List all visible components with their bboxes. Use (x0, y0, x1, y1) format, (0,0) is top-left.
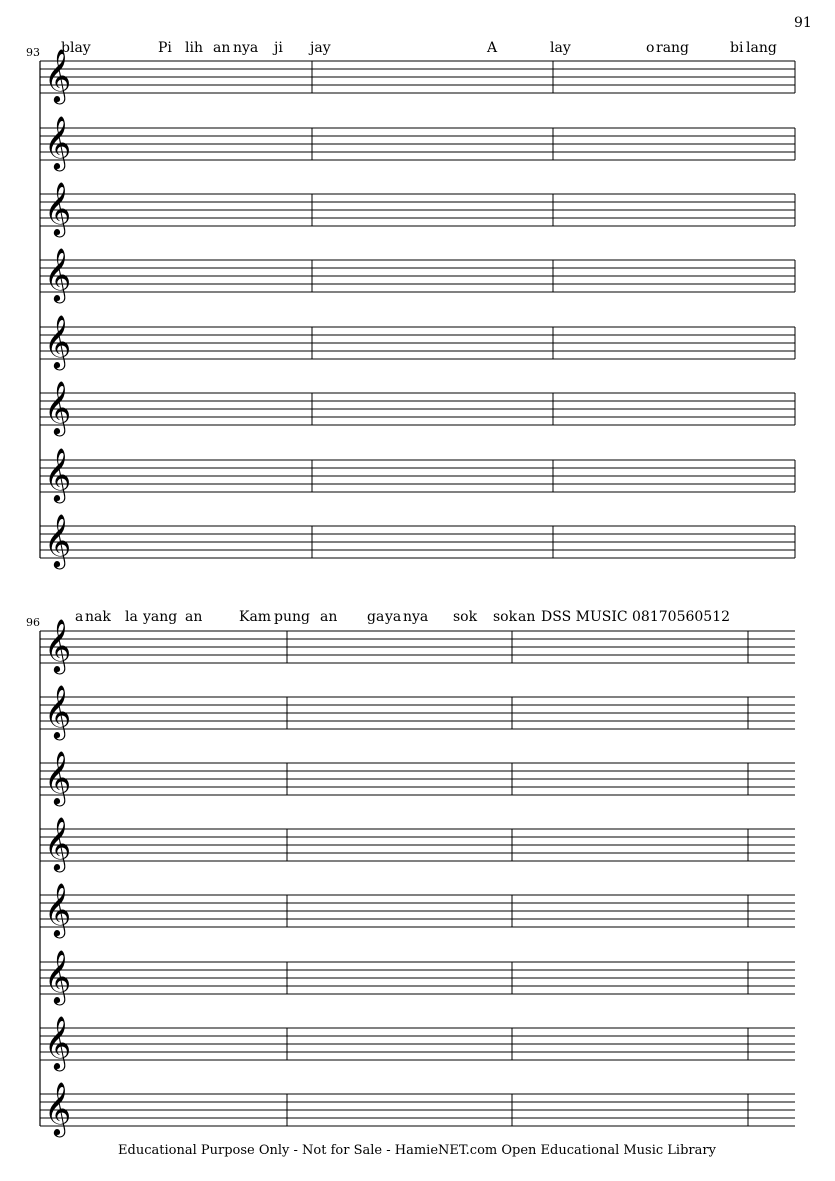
page-number: 91 (794, 15, 812, 31)
lyric-syllable: ga (367, 609, 385, 625)
lyric-syllable: ji (274, 40, 283, 56)
lyric-syllable: lih (185, 40, 203, 56)
measure-number: 96 (26, 616, 40, 629)
treble-clef-icon: 𝄞 (44, 882, 72, 936)
lyric-syllable: sok (453, 609, 478, 625)
lyric-syllable: a (75, 609, 84, 625)
treble-clef-icon: 𝄞 (44, 48, 72, 102)
score-system-2 (26, 609, 795, 1137)
lyric-syllable: lay (550, 40, 571, 56)
lyric-syllable: o (646, 40, 655, 56)
treble-clef-icon: 𝄞 (44, 447, 72, 501)
lyric-syllable: bi (730, 40, 744, 56)
treble-clef-icon: 𝄞 (44, 513, 72, 567)
treble-clef-icon: 𝄞 (44, 380, 72, 434)
treble-clef-icon: 𝄞 (44, 618, 72, 672)
treble-clef-icon: 𝄞 (44, 247, 72, 301)
lyric-syllable: jay (310, 40, 331, 56)
treble-clef-icon: 𝄞 (44, 314, 72, 368)
lyric-syllable: lang (746, 40, 777, 56)
treble-clef-icon: 𝄞 (44, 816, 72, 870)
lyric-syllable: sok (493, 609, 518, 625)
treble-clef-icon: 𝄞 (44, 115, 72, 169)
score-system-1 (26, 40, 795, 569)
lyric-syllable: Kam (239, 609, 272, 625)
footer-text: Educational Purpose Only - Not for Sale - HamieNET.com Open Educational Music Library (118, 1143, 716, 1158)
measure-number: 93 (26, 46, 40, 59)
lyric-syllable: la (125, 609, 138, 625)
lyric-syllable: nak (85, 609, 111, 625)
treble-clef-icon: 𝄞 (44, 1015, 72, 1069)
lyric-syllable: an (320, 609, 338, 625)
lyric-syllable: an (213, 40, 231, 56)
lyric-syllable: blay (61, 40, 91, 56)
lyric-syllable: yang (143, 609, 178, 625)
treble-clef-icon: 𝄞 (44, 949, 72, 1003)
treble-clef-icon: 𝄞 (44, 181, 72, 235)
lyric-syllable: A (487, 40, 498, 56)
lyric-syllable: rang (656, 40, 690, 56)
lyric-syllable: Pi (158, 40, 172, 56)
lyric-syllable: an (185, 609, 203, 625)
treble-clef-icon: 𝄞 (44, 684, 72, 738)
lyric-syllable: pung (274, 609, 310, 625)
lyric-syllable: an (518, 609, 536, 625)
treble-clef-icon: 𝄞 (44, 1081, 72, 1135)
lyric-syllable: nya (233, 40, 259, 56)
lyric-syllable: ya (385, 609, 402, 625)
treble-clef-icon: 𝄞 (44, 750, 72, 804)
lyric-syllable: nya (403, 609, 429, 625)
lyric-syllable: DSS MUSIC 08170560512 (541, 609, 731, 625)
